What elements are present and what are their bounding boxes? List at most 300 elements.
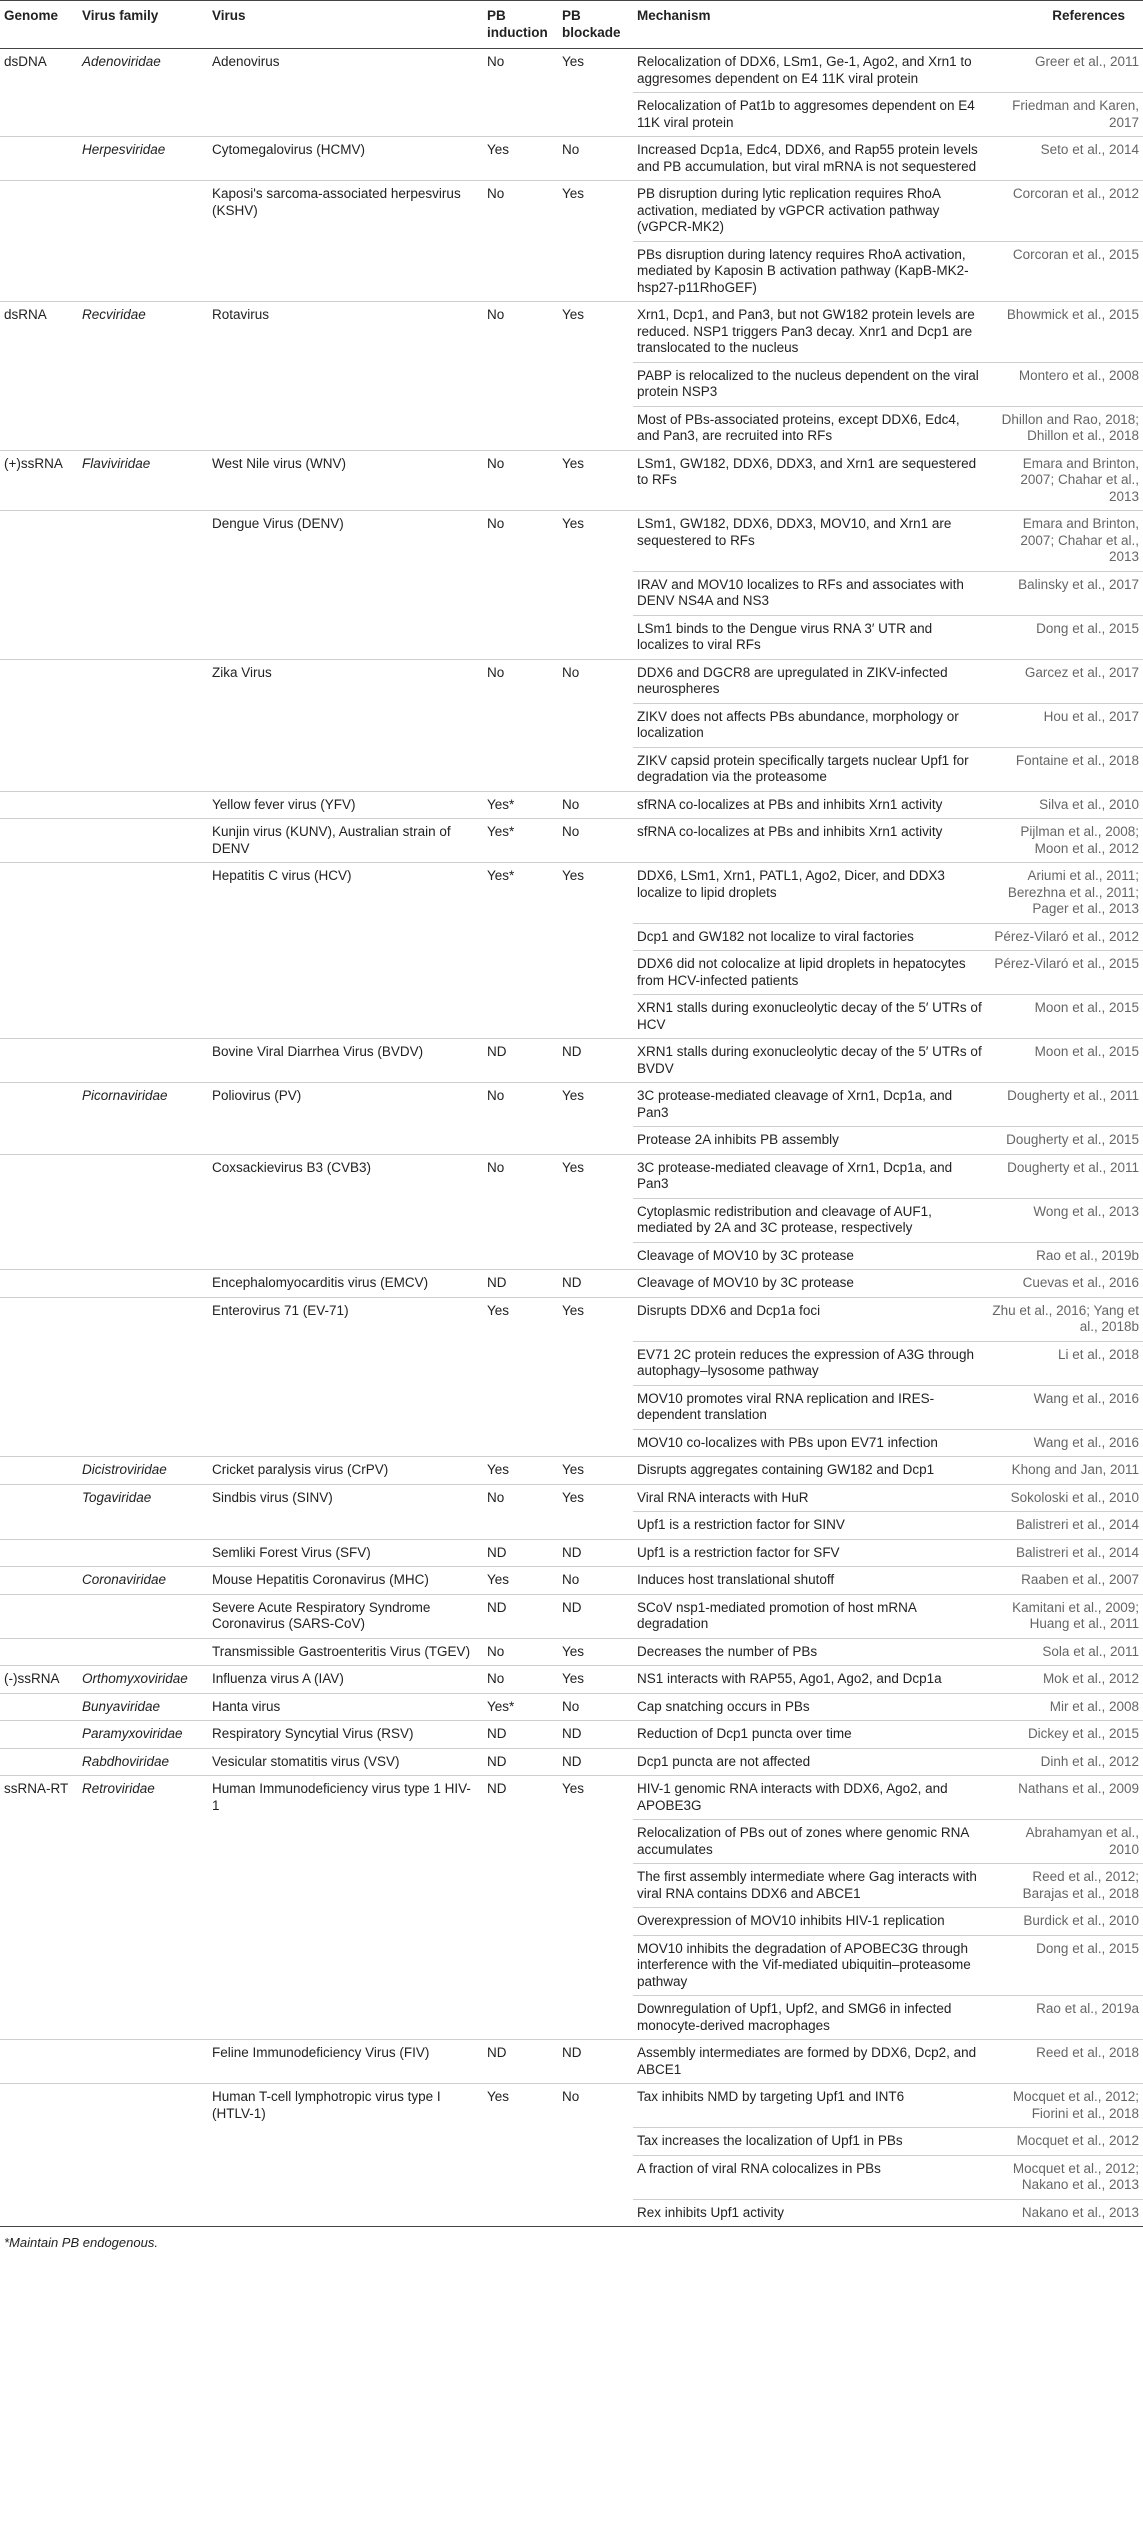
mechanism-cell: IRAV and MOV10 localizes to RFs and associates with DENV NS4A and NS3	[633, 571, 988, 615]
pb-induction-cell	[483, 1127, 558, 1155]
reference-cell: Li et al., 2018	[988, 1341, 1143, 1385]
table-row	[0, 1721, 1143, 1749]
virus-cell: Severe Acute Respiratory Syndrome Coronavirus (SARS-CoV)	[208, 1594, 483, 1638]
family-cell	[78, 1242, 208, 1270]
pb-induction-cell	[483, 571, 558, 615]
genome-cell	[0, 1638, 78, 1666]
pb-induction-cell: Yes	[483, 2084, 558, 2128]
virus-cell: Semliki Forest Virus (SFV)	[208, 1539, 483, 1567]
mechanism-cell: Relocalization of PBs out of zones where genomic RNA accumulates	[633, 1820, 988, 1864]
pb-induction-cell: No	[483, 1484, 558, 1512]
family-cell	[78, 1154, 208, 1198]
genome-cell	[0, 1127, 78, 1155]
virus-cell: Hanta virus	[208, 1693, 483, 1721]
genome-cell	[0, 1567, 78, 1595]
family-cell	[78, 93, 208, 137]
virus-cell	[208, 2199, 483, 2226]
pb-blockade-cell: Yes	[558, 1297, 633, 1341]
reference-cell: Dougherty et al., 2015	[988, 1127, 1143, 1155]
mechanism-cell: Decreases the number of PBs	[633, 1638, 988, 1666]
mechanism-cell: Induces host translational shutoff	[633, 1567, 988, 1595]
table-row	[0, 1638, 1143, 1666]
mechanism-cell: PB disruption during lytic replication requires RhoA activation, mediated by vGPCR activation pathway (vGPCR-MK2)	[633, 181, 988, 242]
mechanism-cell: Downregulation of Upf1, Upf2, and SMG6 in infected monocyte-derived macrophages	[633, 1996, 988, 2040]
family-cell	[78, 863, 208, 924]
genome-cell	[0, 571, 78, 615]
virus-cell	[208, 1820, 483, 1864]
virus-cell: Feline Immunodeficiency Virus (FIV)	[208, 2040, 483, 2084]
table-footnote: *Maintain PB endogenous.	[0, 2226, 1143, 2258]
reference-cell: Pijlman et al., 2008; Moon et al., 2012	[988, 819, 1143, 863]
virus-cell: Coxsackievirus B3 (CVB3)	[208, 1154, 483, 1198]
mechanism-cell: Increased Dcp1a, Edc4, DDX6, and Rap55 protein levels and PB accumulation, but viral mRNA is not sequestered	[633, 137, 988, 181]
table-row	[0, 1127, 1143, 1155]
pb-induction-cell: Yes	[483, 1567, 558, 1595]
virus-cell	[208, 951, 483, 995]
pb-induction-cell	[483, 1512, 558, 1540]
virus-cell	[208, 747, 483, 791]
genome-cell	[0, 406, 78, 450]
virus-cell: Yellow fever virus (YFV)	[208, 791, 483, 819]
pb-blockade-cell	[558, 2155, 633, 2199]
pb-blockade-cell: ND	[558, 1270, 633, 1298]
table-row	[0, 1594, 1143, 1638]
reference-cell: Balinsky et al., 2017	[988, 571, 1143, 615]
table-row	[0, 2199, 1143, 2226]
table-row	[0, 241, 1143, 302]
pb-induction-cell: ND	[483, 2040, 558, 2084]
virus-cell: Enterovirus 71 (EV-71)	[208, 1297, 483, 1341]
genome-cell	[0, 615, 78, 659]
table-row	[0, 137, 1143, 181]
pb-blockade-cell	[558, 1198, 633, 1242]
table-row	[0, 1083, 1143, 1127]
genome-cell	[0, 1693, 78, 1721]
family-cell	[78, 819, 208, 863]
family-cell	[78, 2199, 208, 2226]
mechanism-cell: Protease 2A inhibits PB assembly	[633, 1127, 988, 1155]
virus-cell: Zika Virus	[208, 659, 483, 703]
table-row	[0, 1539, 1143, 1567]
virus-cell	[208, 241, 483, 302]
table-row	[0, 450, 1143, 511]
family-cell	[78, 571, 208, 615]
pb-induction-cell: Yes	[483, 1457, 558, 1485]
table-row	[0, 1864, 1143, 1908]
pb-blockade-cell: No	[558, 2084, 633, 2128]
pb-blockade-cell: Yes	[558, 181, 633, 242]
family-cell: Flaviviridae	[78, 450, 208, 511]
pb-blockade-cell: Yes	[562, 54, 585, 69]
table-row	[0, 302, 1143, 363]
mechanism-cell: 3C protease-mediated cleavage of Xrn1, Dcp1a, and Pan3	[633, 1154, 988, 1198]
table-row	[0, 1567, 1143, 1595]
mechanism-cell: MOV10 inhibits the degradation of APOBEC3G through interference with the Vif-mediated ubiquitin–proteasome pathway	[633, 1935, 988, 1996]
family-cell	[78, 747, 208, 791]
pb-induction-cell	[483, 1341, 558, 1385]
reference-cell: Wong et al., 2013	[988, 1198, 1143, 1242]
genome-cell	[0, 241, 78, 302]
virus-cell	[208, 1908, 483, 1936]
family-cell	[78, 1270, 208, 1298]
pb-blockade-cell	[558, 1385, 633, 1429]
mechanism-cell: Xrn1, Dcp1, and Pan3, but not GW182 protein levels are reduced. NSP1 triggers Pan3 decay. Xnr1 and Dcp1 are translocated to the nucleus	[633, 302, 988, 363]
virus-cell: Respiratory Syncytial Virus (RSV)	[208, 1721, 483, 1749]
pb-induction-cell	[483, 362, 558, 406]
pb-induction-cell	[483, 1820, 558, 1864]
mechanism-cell: 3C protease-mediated cleavage of Xrn1, Dcp1a, and Pan3	[633, 1083, 988, 1127]
mechanism-cell: LSm1, GW182, DDX6, DDX3, MOV10, and Xrn1 are sequestered to RFs	[633, 511, 988, 572]
virus-cell	[208, 1996, 483, 2040]
virus-cell	[208, 1935, 483, 1996]
family-cell	[78, 1341, 208, 1385]
table-row	[0, 1996, 1143, 2040]
family-cell	[78, 1908, 208, 1936]
mechanism-cell: ZIKV does not affects PBs abundance, morphology or localization	[633, 703, 988, 747]
genome-cell: dsDNA	[4, 54, 47, 69]
virus-cell: Mouse Hepatitis Coronavirus (MHC)	[208, 1567, 483, 1595]
virus-cell: Kaposi's sarcoma-associated herpesvirus (KSHV)	[208, 181, 483, 242]
family-cell	[78, 1429, 208, 1457]
family-cell	[78, 1539, 208, 1567]
mechanism-cell: Overexpression of MOV10 inhibits HIV-1 replication	[633, 1908, 988, 1936]
genome-cell	[0, 747, 78, 791]
pb-blockade-cell	[558, 1820, 633, 1864]
pb-induction-cell	[483, 1908, 558, 1936]
mechanism-cell: HIV-1 genomic RNA interacts with DDX6, Ago2, and APOBE3G	[633, 1776, 988, 1820]
reference-cell: Emara and Brinton, 2007; Chahar et al., 2013	[988, 511, 1143, 572]
genome-cell	[0, 1484, 78, 1512]
virus-cell	[208, 2155, 483, 2199]
mechanism-cell: MOV10 promotes viral RNA replication and IRES-dependent translation	[633, 1385, 988, 1429]
table-row	[0, 1039, 1143, 1083]
header-mechanism: Mechanism	[633, 1, 988, 49]
pb-blockade-cell: Yes	[558, 1083, 633, 1127]
family-cell	[78, 791, 208, 819]
reference-cell: Emara and Brinton, 2007; Chahar et al., 2013	[988, 450, 1143, 511]
mechanism-cell: Viral RNA interacts with HuR	[633, 1484, 988, 1512]
reference-cell: Pérez-Vilaró et al., 2015	[988, 951, 1143, 995]
genome-cell	[0, 1198, 78, 1242]
pb-induction-cell: ND	[483, 1270, 558, 1298]
reference-cell: Wang et al., 2016	[988, 1429, 1143, 1457]
family-cell: Retroviridae	[78, 1776, 208, 1820]
table-row	[0, 1385, 1143, 1429]
pb-induction-cell: No	[483, 511, 558, 572]
reference-cell: Mocquet et al., 2012; Nakano et al., 2013	[988, 2155, 1143, 2199]
mechanism-cell: sfRNA co-localizes at PBs and inhibits Xrn1 activity	[633, 791, 988, 819]
virus-cell: Vesicular stomatitis virus (VSV)	[208, 1748, 483, 1776]
reference-cell: Mir et al., 2008	[988, 1693, 1143, 1721]
pb-induction-cell: Yes	[483, 1297, 558, 1341]
table-header-row	[0, 1, 1143, 49]
family-cell: Picornaviridae	[78, 1083, 208, 1127]
pb-induction-cell	[483, 747, 558, 791]
pb-blockade-cell	[558, 1996, 633, 2040]
virus-cell	[208, 703, 483, 747]
family-cell	[78, 2084, 208, 2128]
pb-blockade-cell	[558, 571, 633, 615]
family-cell: Herpesviridae	[78, 137, 208, 181]
pb-induction-cell: No	[483, 181, 558, 242]
genome-cell: (+)ssRNA	[0, 450, 78, 511]
genome-cell	[0, 137, 78, 181]
reference-cell: Dinh et al., 2012	[988, 1748, 1143, 1776]
pb-blockade-cell	[558, 1127, 633, 1155]
pb-induction-cell	[483, 1864, 558, 1908]
reference-cell: Ariumi et al., 2011; Berezhna et al., 2011; Pager et al., 2013	[988, 863, 1143, 924]
pb-blockade-cell: ND	[558, 1748, 633, 1776]
reference-cell: Raaben et al., 2007	[988, 1567, 1143, 1595]
pb-blockade-cell: No	[558, 659, 633, 703]
table-row	[0, 1429, 1143, 1457]
mechanism-cell: DDX6, LSm1, Xrn1, PATL1, Ago2, Dicer, and DDX3 localize to lipid droplets	[633, 863, 988, 924]
table-row	[0, 1457, 1143, 1485]
virus-cell: Cricket paralysis virus (CrPV)	[208, 1457, 483, 1485]
pb-blockade-cell	[558, 923, 633, 951]
table-row	[0, 362, 1143, 406]
header-pb-blockade: PB blockade	[558, 1, 633, 49]
reference-cell: Dougherty et al., 2011	[988, 1083, 1143, 1127]
mechanism-cell: The first assembly intermediate where Gag interacts with viral RNA contains DDX6 and ABCE1	[633, 1864, 988, 1908]
reference-cell: Seto et al., 2014	[988, 137, 1143, 181]
genome-cell	[0, 1039, 78, 1083]
family-cell: Rabdhoviridae	[78, 1748, 208, 1776]
table-row	[0, 511, 1143, 572]
mechanism-cell: Reduction of Dcp1 puncta over time	[633, 1721, 988, 1749]
pb-induction-cell	[483, 2199, 558, 2226]
pb-blockade-cell: ND	[558, 2040, 633, 2084]
header-virus-family: Virus family	[78, 1, 208, 49]
genome-cell	[0, 863, 78, 924]
virus-cell	[208, 995, 483, 1039]
virus-cell: Bovine Viral Diarrhea Virus (BVDV)	[208, 1039, 483, 1083]
virus-cell	[208, 1429, 483, 1457]
reference-cell: Abrahamyan et al., 2010	[988, 1820, 1143, 1864]
virus-cell	[208, 1512, 483, 1540]
pb-blockade-cell: Yes	[558, 1666, 633, 1694]
virus-cell: Hepatitis C virus (HCV)	[208, 863, 483, 924]
table-row	[0, 93, 1143, 137]
pb-induction-cell: No	[483, 302, 558, 363]
mechanism-cell: Disrupts DDX6 and Dcp1a foci	[633, 1297, 988, 1341]
family-cell	[78, 1039, 208, 1083]
reference-cell: Garcez et al., 2017	[988, 659, 1143, 703]
reference-cell: Mocquet et al., 2012	[988, 2128, 1143, 2156]
pb-induction-cell: No	[483, 1666, 558, 1694]
virus-cell	[208, 571, 483, 615]
pb-blockade-cell: No	[558, 1693, 633, 1721]
virus-cell: Rotavirus	[208, 302, 483, 363]
virus-cell	[208, 362, 483, 406]
pb-blockade-cell: No	[558, 791, 633, 819]
family-cell: Adenoviridae	[82, 54, 161, 69]
pb-blockade-cell	[558, 1242, 633, 1270]
pb-blockade-cell: Yes	[558, 1776, 633, 1820]
virus-cell: Poliovirus (PV)	[208, 1083, 483, 1127]
header-references: References	[988, 1, 1143, 49]
genome-cell	[0, 1385, 78, 1429]
table-row	[0, 923, 1143, 951]
genome-cell	[0, 1154, 78, 1198]
pb-blockade-cell	[558, 2128, 633, 2156]
table-row	[0, 747, 1143, 791]
mechanism-cell: MOV10 co-localizes with PBs upon EV71 infection	[633, 1429, 988, 1457]
mechanism-cell: Disrupts aggregates containing GW182 and Dcp1	[633, 1457, 988, 1485]
reference-cell: Moon et al., 2015	[988, 995, 1143, 1039]
table-row	[0, 1154, 1143, 1198]
pb-induction-cell: No	[483, 659, 558, 703]
virus-cell: Human T-cell lymphotropic virus type I (HTLV-1)	[208, 2084, 483, 2128]
table-row	[0, 1512, 1143, 1540]
table-row	[0, 1242, 1143, 1270]
genome-cell	[0, 951, 78, 995]
pb-blockade-cell	[558, 241, 633, 302]
pb-blockade-cell	[558, 406, 633, 450]
genome-cell	[0, 791, 78, 819]
pb-induction-cell	[483, 995, 558, 1039]
pb-induction-cell	[483, 1429, 558, 1457]
genome-cell	[0, 1429, 78, 1457]
genome-cell	[0, 1242, 78, 1270]
genome-cell	[0, 819, 78, 863]
pb-induction-cell	[483, 93, 558, 137]
mechanism-cell: DDX6 and DGCR8 are upregulated in ZIKV-infected neurospheres	[633, 659, 988, 703]
family-cell: Dicistroviridae	[78, 1457, 208, 1485]
pb-blockade-cell: ND	[558, 1721, 633, 1749]
genome-cell: ssRNA-RT	[0, 1776, 78, 1820]
reference-cell: Dickey et al., 2015	[988, 1721, 1143, 1749]
table-row	[0, 703, 1143, 747]
table-row	[0, 1297, 1143, 1341]
mechanism-cell: Assembly intermediates are formed by DDX6, Dcp2, and ABCE1	[633, 2040, 988, 2084]
reference-cell: Burdick et al., 2010	[988, 1908, 1143, 1936]
mechanism-cell: Upf1 is a restriction factor for SINV	[633, 1512, 988, 1540]
pb-induction-cell: No	[483, 1083, 558, 1127]
family-cell: Togaviridae	[78, 1484, 208, 1512]
genome-cell	[0, 181, 78, 242]
pb-induction-cell	[483, 1242, 558, 1270]
pb-induction-cell: No	[483, 1638, 558, 1666]
mechanism-cell: LSm1, GW182, DDX6, DDX3, and Xrn1 are sequestered to RFs	[633, 450, 988, 511]
genome-cell	[0, 1297, 78, 1341]
mechanism-cell: Cleavage of MOV10 by 3C protease	[633, 1242, 988, 1270]
reference-cell: Pérez-Vilaró et al., 2012	[988, 923, 1143, 951]
pb-induction-cell	[483, 2128, 558, 2156]
pb-blockade-cell	[558, 747, 633, 791]
pb-induction-cell: ND	[483, 1748, 558, 1776]
pb-induction-cell: Yes*	[483, 863, 558, 924]
family-cell	[78, 1820, 208, 1864]
pb-induction-cell	[483, 241, 558, 302]
table-row	[0, 1270, 1143, 1298]
mechanism-cell: Most of PBs-associated proteins, except DDX6, Edc4, and Pan3, are recruited into RFs	[633, 406, 988, 450]
mechanism-cell: ZIKV capsid protein specifically targets nuclear Upf1 for degradation via the proteasome	[633, 747, 988, 791]
virus-cell: Encephalomyocarditis virus (EMCV)	[208, 1270, 483, 1298]
genome-cell	[0, 1820, 78, 1864]
genome-cell	[0, 1721, 78, 1749]
reference-cell: Sola et al., 2011	[988, 1638, 1143, 1666]
table-row	[0, 1198, 1143, 1242]
family-cell	[78, 615, 208, 659]
pb-blockade-cell: Yes	[558, 1154, 633, 1198]
reference-cell: Balistreri et al., 2014	[988, 1512, 1143, 1540]
genome-cell	[0, 995, 78, 1039]
pb-induction-cell: ND	[483, 1594, 558, 1638]
genome-cell	[0, 2084, 78, 2128]
table-row	[0, 951, 1143, 995]
family-cell	[78, 1638, 208, 1666]
pb-induction-cell: ND	[483, 1776, 558, 1820]
pb-blockade-cell: Yes	[558, 1457, 633, 1485]
pb-blockade-cell	[558, 1935, 633, 1996]
table-row	[0, 659, 1143, 703]
table-row	[0, 615, 1143, 659]
table-row	[0, 1935, 1143, 1996]
virus-cell	[208, 615, 483, 659]
family-cell	[78, 1864, 208, 1908]
family-cell	[78, 181, 208, 242]
family-cell	[78, 2040, 208, 2084]
genome-cell: (-)ssRNA	[0, 1666, 78, 1694]
reference-cell: Dhillon and Rao, 2018; Dhillon et al., 2018	[988, 406, 1143, 450]
pb-induction-cell: No	[483, 1154, 558, 1198]
family-cell	[78, 995, 208, 1039]
reference-cell: Rao et al., 2019a	[988, 1996, 1143, 2040]
pb-blockade-cell: No	[558, 819, 633, 863]
mechanism-cell: Cytoplasmic redistribution and cleavage of AUF1, mediated by 2A and 3C protease, respectively	[633, 1198, 988, 1242]
family-cell	[78, 511, 208, 572]
pb-blockade-cell	[558, 995, 633, 1039]
genome-cell	[0, 2199, 78, 2226]
pb-induction-cell	[483, 2155, 558, 2199]
pb-induction-cell	[483, 1385, 558, 1429]
genome-cell	[0, 1748, 78, 1776]
pb-blockade-cell: Yes	[558, 1484, 633, 1512]
family-cell	[78, 1512, 208, 1540]
pb-blockade-cell	[558, 1429, 633, 1457]
pb-blockade-cell: Yes	[558, 863, 633, 924]
pb-induction-cell	[483, 1935, 558, 1996]
reference-cell: Greer et al., 2011	[1034, 54, 1139, 69]
virus-cell	[208, 406, 483, 450]
reference-cell: Khong and Jan, 2011	[988, 1457, 1143, 1485]
pb-induction-cell: ND	[483, 1039, 558, 1083]
reference-cell: Silva et al., 2010	[988, 791, 1143, 819]
pb-induction-cell	[483, 951, 558, 995]
virus-cell: Kunjin virus (KUNV), Australian strain of DENV	[208, 819, 483, 863]
genome-cell	[0, 362, 78, 406]
table-row	[0, 1820, 1143, 1864]
table-row	[0, 181, 1143, 242]
genome-cell	[0, 659, 78, 703]
reference-cell: Bhowmick et al., 2015	[988, 302, 1143, 363]
genome-cell	[0, 1270, 78, 1298]
family-cell: Coronaviridae	[78, 1567, 208, 1595]
family-cell	[78, 1127, 208, 1155]
table-row	[0, 1484, 1143, 1512]
mechanism-cell: PBs disruption during latency requires RhoA activation, mediated by Kaposin B activation pathway (KapB-MK2-hsp27-p11RhoGEF)	[633, 241, 988, 302]
genome-cell	[0, 1341, 78, 1385]
pb-blockade-cell: Yes	[558, 450, 633, 511]
pb-blockade-cell	[558, 1908, 633, 1936]
mechanism-cell: Relocalization of Pat1b to aggresomes dependent on E4 11K viral protein	[633, 93, 988, 137]
family-cell	[78, 1198, 208, 1242]
reference-cell: Kamitani et al., 2009; Huang et al., 2011	[988, 1594, 1143, 1638]
table-row	[0, 49, 1143, 93]
mechanism-cell: DDX6 did not colocalize at lipid droplets in hepatocytes from HCV-infected patients	[633, 951, 988, 995]
mechanism-cell: Dcp1 and GW182 not localize to viral factories	[633, 923, 988, 951]
